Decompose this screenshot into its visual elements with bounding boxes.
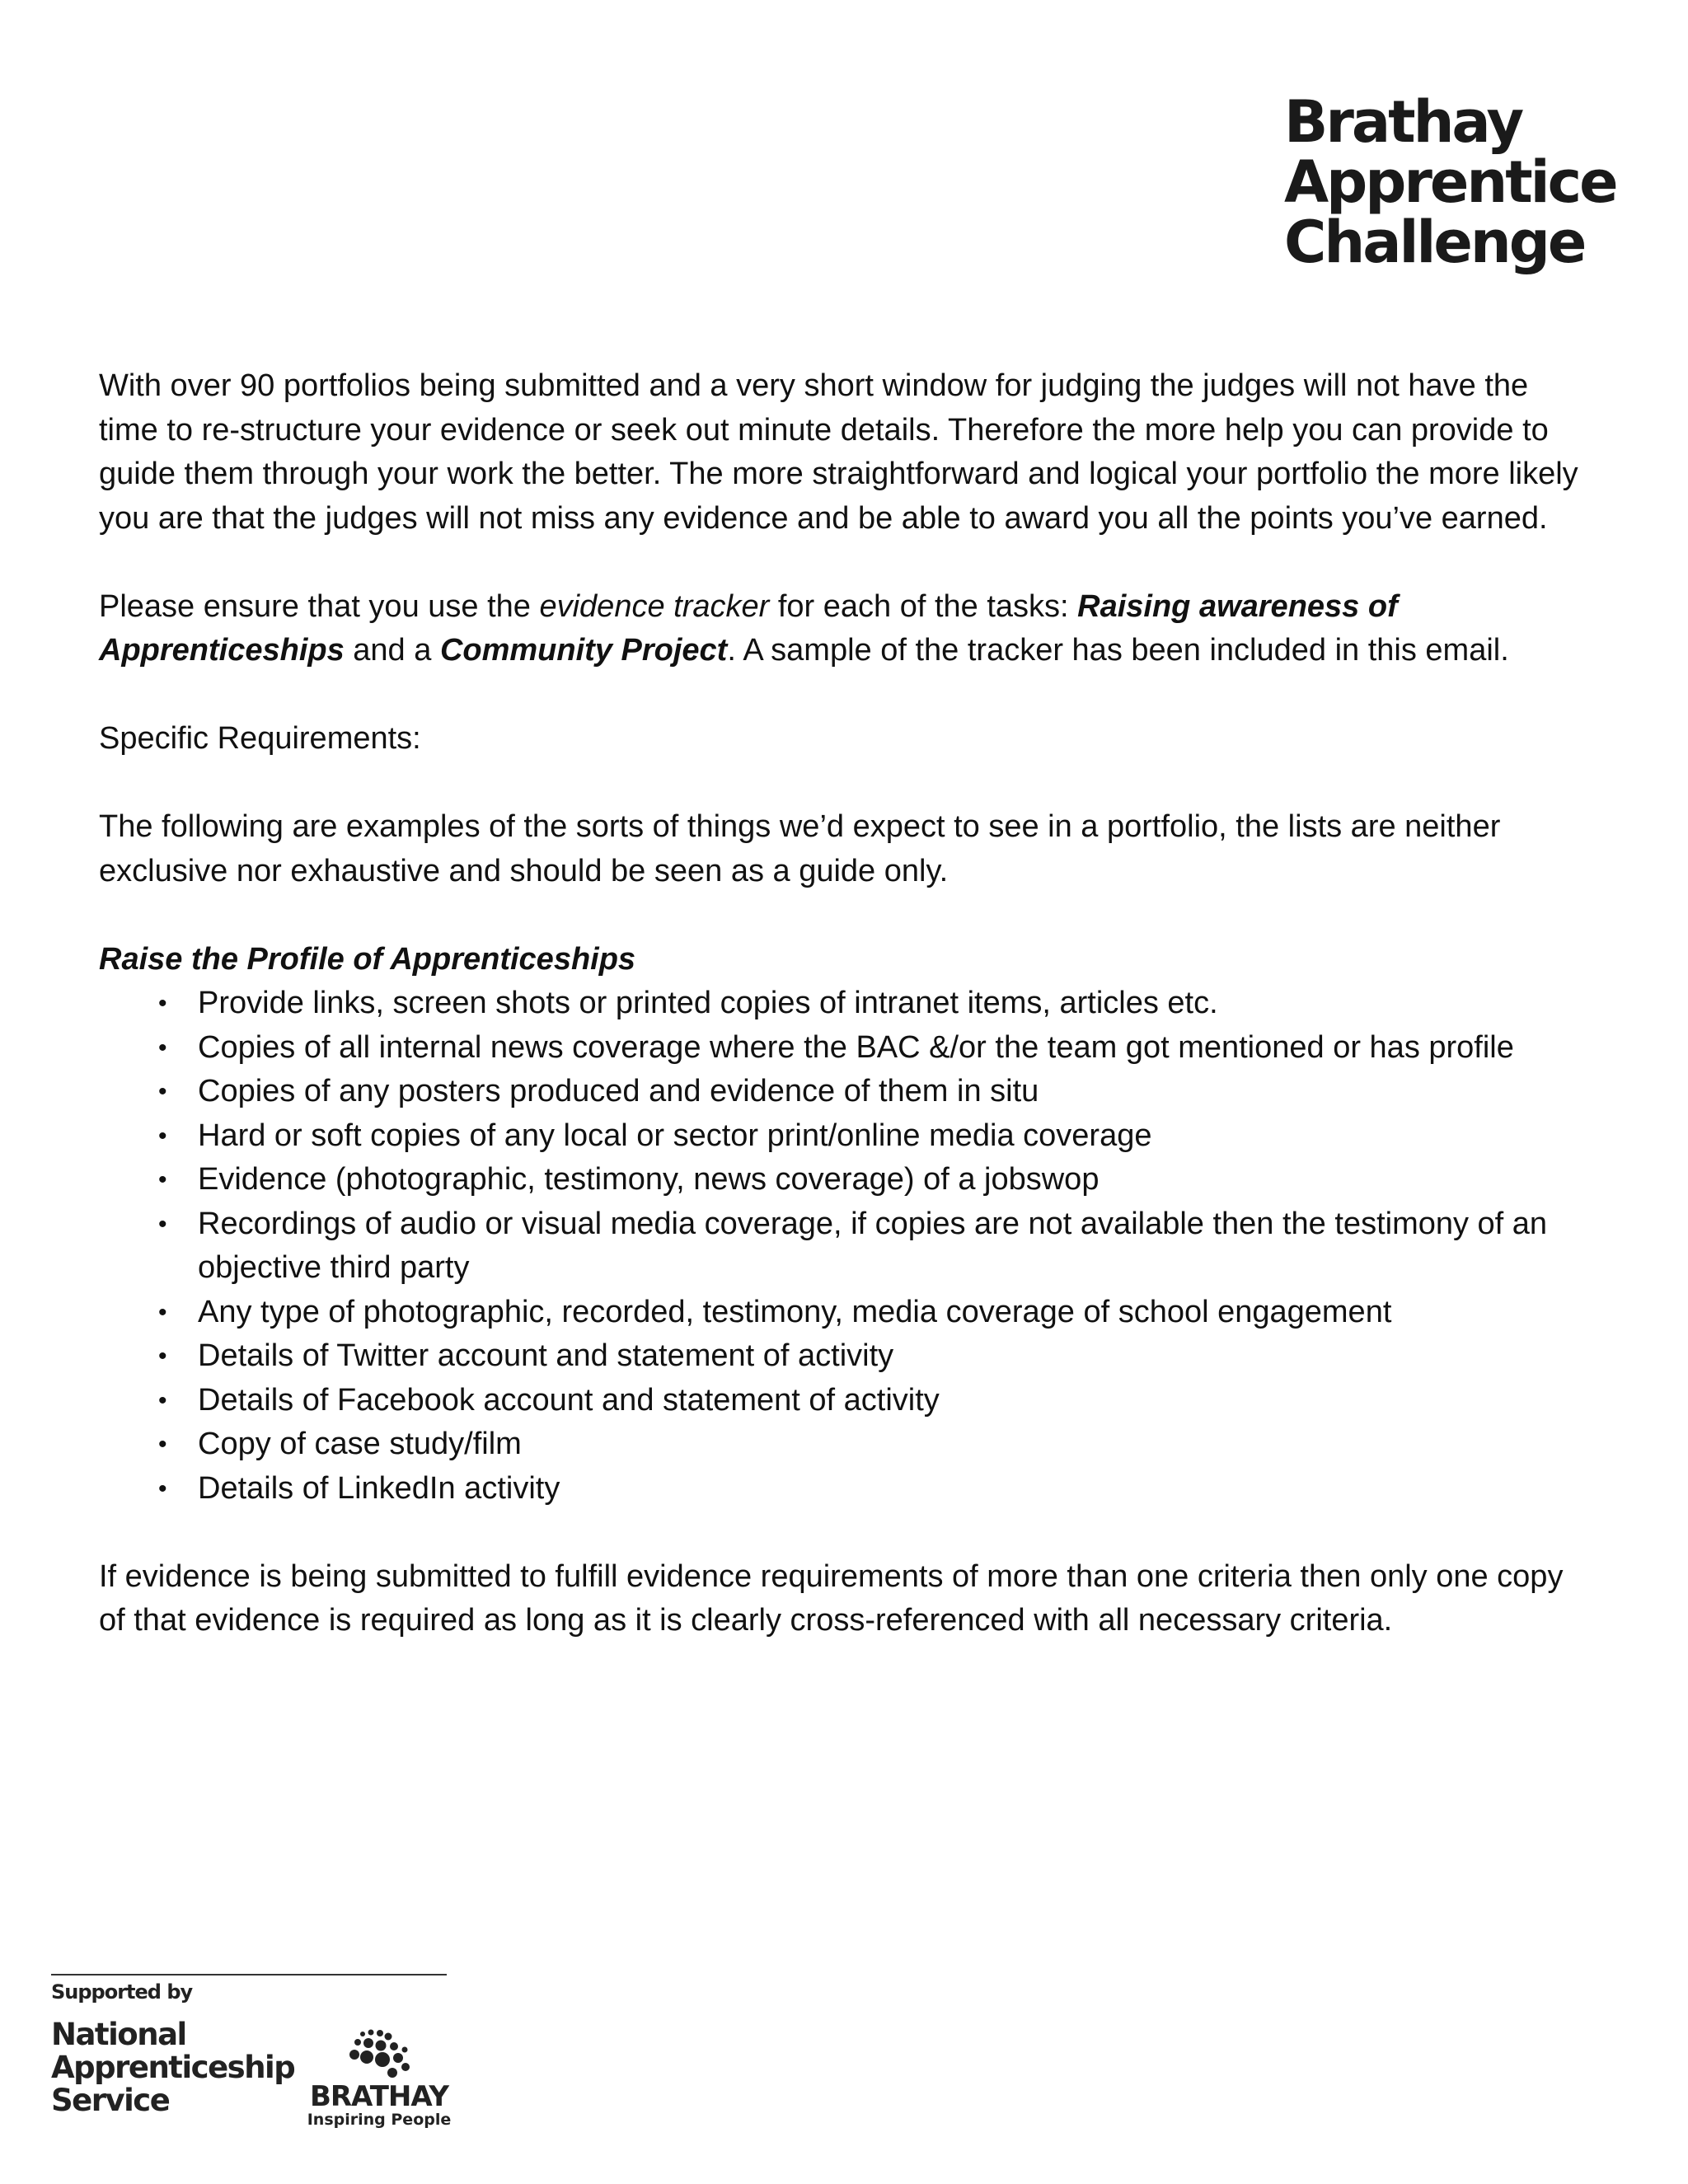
brathay-apprentice-challenge-logo <box>1284 88 1630 276</box>
tracker-paragraph <box>99 585 1582 673</box>
list-item <box>99 1158 1582 1202</box>
task-raising-awareness: Raising awareness of Apprenticeships <box>99 588 1398 668</box>
list-item-text: Copies of any posters produced and evidence of them in situ <box>198 1074 1039 1108</box>
list-item <box>99 1467 1582 1511</box>
list-item <box>99 1379 1582 1423</box>
list-item <box>99 1070 1582 1114</box>
intro-paragraph: With over 90 portfolios being submitted and a very short window for judging the judges will not have the time to re-structure your evidence or seek out minute details. Therefore the more help you can provide to guide them through your work the better. The more straightforward and logical your portfolio the more likely you are that the judges will not miss any evidence and be able to award you all the points you’ve earned. <box>99 368 1578 536</box>
supported-by-footer <box>51 1974 452 2129</box>
bullet-icon: • <box>158 1210 167 1238</box>
document-body <box>99 364 1582 1643</box>
logo-line-2: Apprentice <box>1284 148 1616 216</box>
list-item-text: Details of Facebook account and statement of activity <box>198 1382 940 1418</box>
bullet-icon: • <box>158 1298 167 1326</box>
list-item-text: Copies of all internal news coverage where the BAC &/or the team got mentioned or has profile <box>198 1029 1514 1065</box>
tracker-text-and: and a <box>344 633 440 668</box>
nas-line-2: Apprenticeship <box>51 2050 295 2085</box>
bullet-icon: • <box>158 1474 167 1502</box>
tracker-text-after: . A sample of the tracker has been included in this email. <box>727 633 1509 668</box>
supported-by-label: Supported by <box>51 1980 193 2004</box>
closing-paragraph: If evidence is being submitted to fulfill evidence requirements of more than one criteria then only one copy of that evidence is required as long as it is clearly cross-referenced with all necessary criteria. <box>99 1558 1564 1638</box>
bullet-icon: • <box>158 1386 167 1414</box>
logo-line-3: Challenge <box>1284 209 1585 276</box>
list-item-text: Details of Twitter account and statement of activity <box>198 1338 894 1373</box>
bullet-icon: • <box>158 1122 167 1150</box>
evidence-tracker-term: evidence tracker <box>539 588 770 624</box>
list-item-text: Provide links, screen shots or printed copies of intranet items, articles etc. <box>198 986 1218 1020</box>
bullet-icon: • <box>158 1431 167 1458</box>
brathay-tagline: Inspiring People <box>307 2111 452 2129</box>
bullet-icon: • <box>158 1166 167 1193</box>
list-item <box>99 982 1582 1026</box>
list-item-text: Hard or soft copies of any local or sector print/online media coverage <box>198 1118 1152 1153</box>
list-item <box>99 1422 1582 1467</box>
list-item-text: Any type of photographic, recorded, testimony, media coverage of school engagement <box>198 1294 1392 1329</box>
brathay-dots-icon <box>346 2028 412 2083</box>
list-item-text: Evidence (photographic, testimony, news coverage) of a jobswop <box>198 1162 1100 1197</box>
list-item-text: Details of LinkedIn activity <box>198 1470 560 1506</box>
section-title: Raise the Profile of Apprenticeships <box>99 941 636 977</box>
list-item-text: Copy of case study/film <box>198 1427 522 1461</box>
tracker-text-before: Please ensure that you use the <box>99 588 540 624</box>
examples-intro-paragraph: The following are examples of the sorts of things we’d expect to see in a portfolio, the lists are neither exclusive nor exhaustive and should be seen as a guide only. <box>99 809 1501 888</box>
specific-requirements-heading: Specific Requirements: <box>99 721 421 756</box>
list-item <box>99 1334 1582 1379</box>
list-item <box>99 1026 1582 1071</box>
list-item <box>99 1114 1582 1159</box>
brathay-name: BRATHAY <box>309 2080 449 2113</box>
nas-line-3: Service <box>51 2083 170 2118</box>
nas-line-1: National <box>51 2017 186 2052</box>
evidence-list <box>99 982 1582 1511</box>
task-community-project: Community Project <box>439 633 728 668</box>
bullet-icon: • <box>158 1343 167 1370</box>
bullet-icon: • <box>158 1078 167 1105</box>
list-item-text: Recordings of audio or visual media coverage, if copies are not available then the testimony of an objective third party <box>198 1206 1548 1285</box>
brathay-logo <box>305 2028 453 2129</box>
list-item <box>99 1202 1582 1291</box>
logo-line-1: Brathay <box>1284 88 1522 156</box>
bullet-icon: • <box>158 1033 167 1062</box>
bullet-icon: • <box>158 990 167 1017</box>
list-item <box>99 1291 1582 1335</box>
national-apprenticeship-service-logo <box>51 2018 294 2117</box>
tracker-text-middle: for each of the tasks: <box>769 588 1078 624</box>
